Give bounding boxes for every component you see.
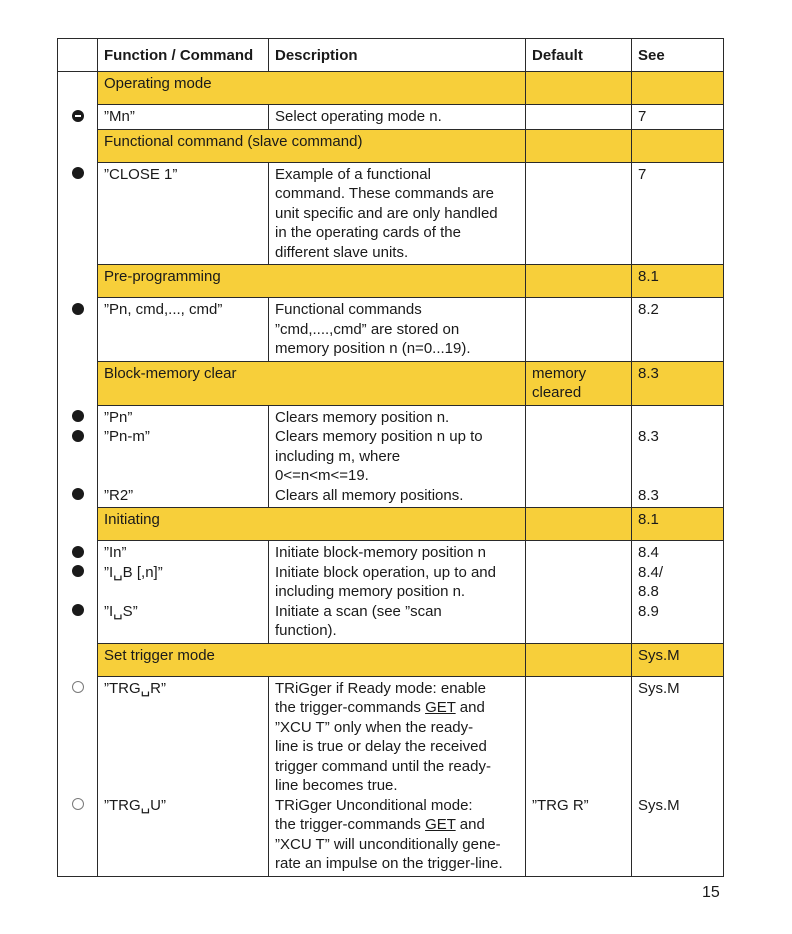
see-reference: 8.4/ [638,563,664,581]
description-line: including memory position n. [275,583,466,600]
command-text [104,737,264,757]
description-line: ”cmd,....,cmd” are stored on [275,320,460,338]
default-value [532,776,627,796]
command-text: ”TRG␣R” [104,679,167,697]
default-cell [526,676,632,876]
description-line: Initiate a scan (see ”scan [275,602,442,620]
section-see: Sys.M [632,643,724,676]
table-row [58,405,724,508]
see-reference [638,835,719,855]
description-line: Initiate block-memory position n [275,544,486,561]
command-text [104,757,264,777]
description-line: ”XCU T” only when the ready- [275,718,474,736]
see-reference: 8.9 [638,602,659,620]
description-line: in the operating cards of the [275,224,461,241]
description-line: the trigger-commands GET and [275,816,485,833]
command-cell [98,162,269,265]
default-value: ”TRG R” [532,796,589,814]
description-line: unit specific and are only handled [275,204,498,222]
section-see: 8.1 [632,265,724,298]
see-reference [638,737,719,757]
marker-cell [58,162,98,265]
default-value [532,718,627,738]
description-line: Example of a functional [275,165,431,183]
table-row [58,105,724,130]
see-reference: Sys.M [638,796,680,814]
see-reference [638,447,719,467]
default-cell [526,162,632,265]
description-cell [269,162,526,265]
filled-dot-icon [72,488,84,500]
command-text [104,718,264,738]
default-value [532,835,627,855]
see-reference [638,815,719,835]
marker-cell [58,129,98,162]
command-cell [98,298,269,362]
page-number: 15 [702,884,720,901]
description-line: Initiate block operation, up to and [275,563,496,581]
header-description: Description [269,39,526,72]
see-cell [632,298,724,362]
description-cell [269,676,526,876]
marker-cell [58,265,98,298]
default-value [532,679,627,699]
description-line: Clears all memory positions. [275,486,464,504]
table-row [58,676,724,876]
marker-cell [58,361,98,405]
default-cell [526,405,632,508]
description-cell [269,298,526,362]
description-line: 0<=n<m<=19. [275,467,369,484]
description-line: TRiGger Unconditional mode: [275,796,473,814]
target-dot-icon [72,110,84,122]
command-text: ”CLOSE 1” [104,165,178,183]
marker-cell [58,298,98,362]
see-reference [638,466,719,486]
table-row [58,298,724,362]
header-see: See [632,39,724,72]
description-cell [269,541,526,644]
command-text: ”I␣S” [104,602,138,620]
see-cell [632,105,724,130]
filled-dot-icon [72,410,84,422]
marker-cell [58,643,98,676]
marker-cell [58,676,98,876]
description-line: Clears memory position n up to [275,428,483,445]
filled-dot-icon [72,604,84,616]
filled-dot-icon [72,303,84,315]
section-title: Pre-programming [98,265,526,298]
description-line: rate an impulse on the trigger-line. [275,855,503,872]
see-cell [632,405,724,508]
default-cell [526,298,632,362]
description-line: trigger command until the ready- [275,757,491,775]
section-title: Functional command (slave command) [98,129,526,162]
command-text: ”In” [104,544,127,561]
marker-column-header [58,39,98,72]
command-cell [98,541,269,644]
description-line: function). [275,622,337,639]
command-text [104,854,264,874]
filled-dot-icon [72,430,84,442]
description-line: Select operating mode n. [275,108,442,125]
command-text: ”Pn, cmd,..., cmd” [104,301,223,318]
marker-cell [58,105,98,130]
see-reference [638,854,719,874]
see-reference: 8.2 [638,301,659,318]
section-default: memory cleared [526,361,632,405]
section-see: 8.3 [632,361,724,405]
command-cell [98,405,269,508]
section-default [526,72,632,105]
table-row [58,162,724,265]
section-default [526,508,632,541]
see-reference [638,757,719,777]
command-text: ”Pn-m” [104,428,150,445]
section-title: Operating mode [98,72,526,105]
marker-cell [58,72,98,105]
section-default [526,129,632,162]
header-default: Default [526,39,632,72]
section-default [526,643,632,676]
description-line: the trigger-commands GET and [275,699,485,716]
description-cell [269,405,526,508]
default-value [532,737,627,757]
filled-dot-icon [72,546,84,558]
section-see [632,129,724,162]
description-line: different slave units. [275,243,409,261]
section-title: Initiating [98,508,526,541]
description-cell [269,105,526,130]
section-row [58,72,724,105]
section-default [526,265,632,298]
see-reference: 8.8 [638,583,659,600]
description-line: Clears memory position n. [275,408,450,426]
see-reference [638,776,719,796]
section-see: 8.1 [632,508,724,541]
see-reference: 8.4 [638,544,659,561]
see-cell [632,162,724,265]
default-value [532,854,627,874]
section-title: Set trigger mode [98,643,526,676]
see-reference: Sys.M [638,679,680,697]
table-header-row [58,39,724,72]
command-text: ”TRG␣U” [104,796,167,814]
command-table [57,38,724,877]
command-cell [98,676,269,876]
open-circle-icon [72,798,84,810]
command-text: ”Pn” [104,408,133,426]
command-text [104,582,264,602]
description-line: memory position n (n=0...19). [275,340,471,357]
default-value [532,815,627,835]
section-title: Block-memory clear [98,361,526,405]
section-row [58,361,724,405]
section-row [58,129,724,162]
description-line: line is true or delay the received [275,738,487,755]
filled-dot-icon [72,565,84,577]
marker-cell [58,405,98,508]
description-line: ”XCU T” will unconditionally gene- [275,835,501,853]
see-reference: 7 [638,108,647,125]
see-reference [638,408,719,428]
see-reference [638,718,719,738]
description-line: line becomes true. [275,777,398,794]
see-reference: 8.3 [638,486,659,504]
command-text [104,447,264,467]
description-line: TRiGger if Ready mode: enable [275,679,486,697]
see-reference: 8.3 [638,428,659,445]
command-cell [98,105,269,130]
description-line: Functional commands [275,301,422,318]
description-line: command. These commands are [275,185,494,202]
default-value [532,757,627,777]
command-text: ”I␣B [,n]” [104,563,163,581]
command-text: ”Mn” [104,108,135,125]
command-text [104,815,264,835]
header-function: Function / Command [98,39,269,72]
command-text [104,698,264,718]
marker-cell [58,541,98,644]
default-cell [526,105,632,130]
command-text: ”R2” [104,486,134,504]
open-circle-icon [72,681,84,693]
see-cell [632,676,724,876]
section-row [58,643,724,676]
table-row [58,541,724,644]
default-value [532,698,627,718]
filled-dot-icon [72,167,84,179]
command-text [104,835,264,855]
see-reference [638,621,719,641]
section-row [58,508,724,541]
command-text [104,621,264,641]
marker-cell [58,508,98,541]
command-text [104,776,264,796]
see-reference [638,698,719,718]
section-row [58,265,724,298]
description-line: including m, where [275,447,401,465]
default-cell [526,541,632,644]
see-reference: 7 [638,165,647,183]
see-cell [632,541,724,644]
command-text [104,466,264,486]
section-see [632,72,724,105]
